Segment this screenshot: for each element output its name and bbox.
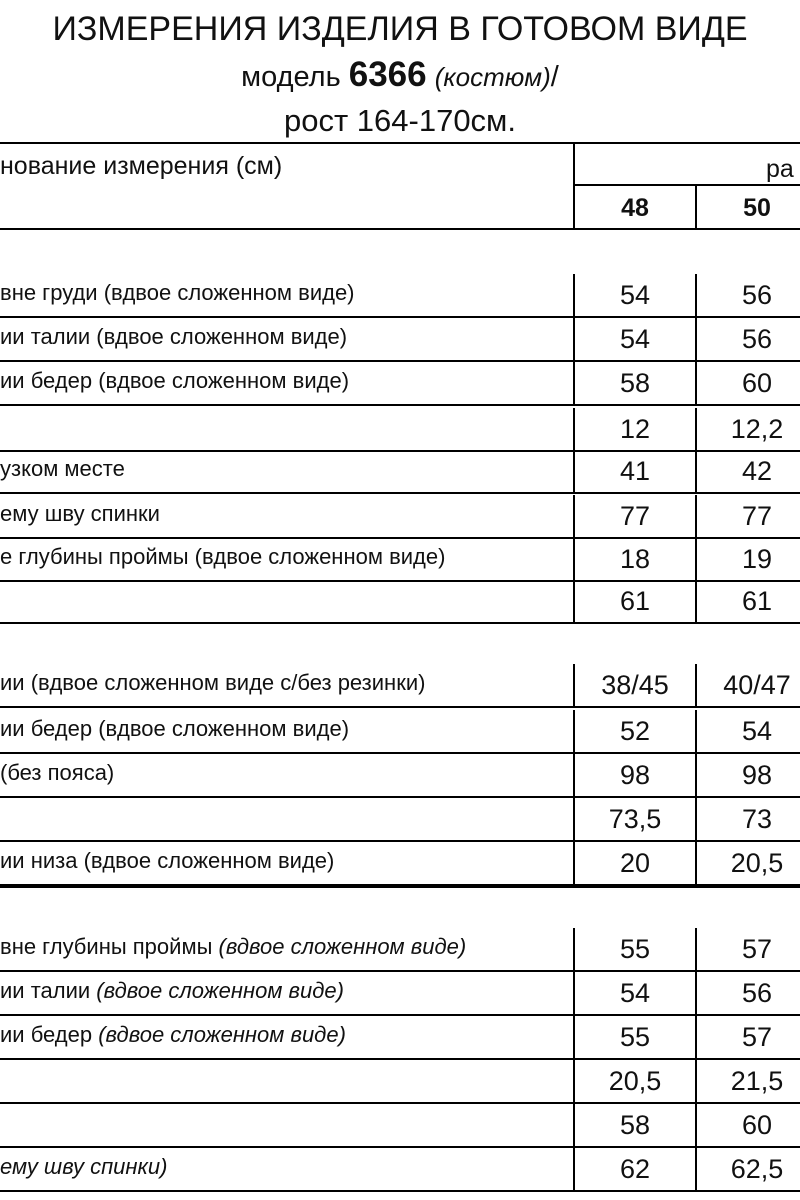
row-label — [0, 934, 466, 960]
table-grid-line — [695, 710, 697, 752]
value-size-50: 19 — [741, 544, 773, 574]
value-size-48: 18 — [619, 544, 651, 574]
value-size-48: 62 — [619, 1154, 651, 1184]
table-grid-line — [695, 1104, 697, 1146]
row-label-text: ии бедер (вдвое сложенном виде) — [0, 368, 350, 393]
table-grid-line — [695, 538, 697, 580]
model-kind: (костюм) — [434, 62, 551, 92]
row-label-text: ии бедер (вдвое сложенном виде) — [0, 716, 350, 741]
table-grid-line — [695, 184, 697, 228]
table-row — [0, 408, 800, 450]
sheet-title: ИЗМЕРЕНИЯ ИЗДЕЛИЯ В ГОТОВОМ ВИДЕ — [52, 10, 748, 48]
row-label — [0, 716, 349, 742]
table-grid-line — [695, 664, 697, 706]
value-size-48: 12 — [619, 414, 651, 444]
table-row — [0, 450, 800, 492]
table-grid-line — [0, 1190, 800, 1192]
table-grid-line — [573, 450, 575, 492]
table-row — [0, 842, 800, 884]
value-size-48: 55 — [619, 1022, 651, 1052]
value-size-48: 20 — [619, 848, 651, 878]
table-grid-line — [695, 1148, 697, 1190]
row-label — [0, 544, 445, 570]
value-size-48: 52 — [619, 716, 651, 746]
table-grid-line — [573, 1016, 575, 1058]
row-label — [0, 670, 425, 696]
value-size-50: 60 — [741, 1110, 773, 1140]
value-size-48: 61 — [619, 586, 651, 616]
value-size-50: 62,5 — [730, 1154, 784, 1184]
table-grid-line — [573, 408, 575, 450]
row-label — [0, 368, 349, 394]
row-label — [0, 760, 114, 786]
row-label-text: ему шву спинки — [0, 501, 160, 526]
row-label-text: ии талии (вдвое сложенном виде) — [0, 324, 348, 349]
table-row — [0, 972, 800, 1014]
table-grid-line — [573, 495, 575, 537]
size-header-48: 48 — [621, 194, 649, 222]
value-size-50: 40/47 — [723, 670, 791, 700]
value-size-50: 98 — [741, 760, 773, 790]
table-grid-line — [573, 972, 575, 1014]
table-grid-line — [0, 492, 800, 494]
table-row — [0, 274, 800, 316]
value-size-50: 20,5 — [730, 848, 784, 878]
value-size-48: 55 — [619, 934, 651, 964]
table-row — [0, 928, 800, 970]
table-grid-line — [573, 580, 575, 622]
row-label-text: е глубины проймы (вдвое сложенном виде) — [0, 544, 446, 569]
table-grid-line — [695, 1060, 697, 1102]
table-grid-line — [573, 928, 575, 970]
row-label-note: (вдвое сложенном виде) — [96, 978, 344, 1003]
table-grid-line — [695, 274, 697, 316]
table-grid-line — [573, 798, 575, 840]
table-grid-line — [695, 580, 697, 622]
value-size-48: 77 — [619, 501, 651, 531]
value-size-48: 54 — [619, 280, 651, 310]
table-grid-line — [0, 228, 800, 230]
row-label-note: ему шву спинки) — [0, 1154, 168, 1179]
label-column-header: нование измерения (см) — [0, 152, 283, 180]
row-label — [0, 324, 347, 350]
value-size-48: 54 — [619, 324, 651, 354]
table-row — [0, 538, 800, 580]
table-grid-line — [573, 1060, 575, 1102]
model-slash: / — [550, 61, 559, 93]
value-size-48: 38/45 — [601, 670, 669, 700]
table-grid-line — [573, 710, 575, 752]
value-size-50: 42 — [741, 456, 773, 486]
model-prefix: модель — [241, 61, 341, 93]
table-grid-line — [573, 754, 575, 796]
row-label — [0, 848, 334, 874]
table-grid-line — [0, 142, 800, 144]
table-row — [0, 362, 800, 404]
value-size-50: 73 — [741, 804, 773, 834]
row-label-text: ии бедер — [0, 1022, 99, 1047]
row-label-text: вне груди (вдвое сложенном виде) — [0, 280, 355, 305]
table-grid-line — [695, 1016, 697, 1058]
table-grid-line — [573, 318, 575, 360]
table-grid-line — [573, 362, 575, 404]
row-label-text: ии низа (вдвое сложенном виде) — [0, 848, 335, 873]
value-size-48: 54 — [619, 978, 651, 1008]
model-line — [0, 55, 800, 95]
table-grid-line — [0, 706, 800, 708]
table-grid-line — [573, 1104, 575, 1146]
table-row — [0, 1060, 800, 1102]
table-grid-line — [695, 754, 697, 796]
value-size-48: 58 — [619, 368, 651, 398]
value-size-48: 41 — [619, 456, 651, 486]
table-grid-line — [573, 142, 575, 228]
table-grid-line — [695, 972, 697, 1014]
value-size-50: 21,5 — [730, 1066, 784, 1096]
table-row — [0, 754, 800, 796]
row-label — [0, 280, 355, 306]
value-size-50: 61 — [741, 586, 773, 616]
size-column-header: ра — [766, 155, 794, 183]
value-size-48: 73,5 — [608, 804, 662, 834]
row-label-note: (вдвое сложенном виде) — [218, 934, 467, 959]
table-row — [0, 1104, 800, 1146]
table-grid-line — [695, 842, 697, 884]
table-grid-line — [573, 538, 575, 580]
table-grid-line — [695, 318, 697, 360]
table-row — [0, 1016, 800, 1058]
table-grid-line — [695, 798, 697, 840]
value-size-50: 56 — [741, 280, 773, 310]
table-row — [0, 710, 800, 752]
table-grid-line — [573, 184, 800, 186]
size-header-50: 50 — [743, 194, 771, 222]
table-grid-line — [695, 450, 697, 492]
table-row — [0, 1148, 800, 1190]
table-grid-line — [0, 404, 800, 406]
value-size-48: 58 — [619, 1110, 651, 1140]
table-grid-line — [0, 622, 800, 624]
value-size-50: 54 — [741, 716, 773, 746]
value-size-50: 60 — [741, 368, 773, 398]
table-grid-line — [0, 884, 800, 886]
value-size-50: 57 — [741, 1022, 773, 1052]
row-label-text: узком месте — [0, 456, 125, 481]
row-label-text: (без пояса) — [0, 760, 115, 785]
table-grid-line — [573, 274, 575, 316]
row-label — [0, 1022, 346, 1048]
value-size-50: 56 — [741, 324, 773, 354]
table-grid-line — [695, 928, 697, 970]
value-size-50: 12,2 — [730, 414, 784, 444]
table-grid-line — [0, 886, 800, 888]
table-row — [0, 580, 800, 622]
table-row — [0, 318, 800, 360]
table-row — [0, 495, 800, 537]
table-grid-line — [573, 664, 575, 706]
table-grid-line — [695, 408, 697, 450]
row-label-text: вне глубины проймы — [0, 934, 219, 959]
value-size-50: 57 — [741, 934, 773, 964]
value-size-48: 20,5 — [608, 1066, 662, 1096]
row-label — [0, 501, 160, 527]
table-grid-line — [695, 362, 697, 404]
table-row — [0, 798, 800, 840]
table-grid-line — [573, 1148, 575, 1190]
row-label-text: ии талии — [0, 978, 97, 1003]
row-label-note: (вдвое сложенном виде) — [98, 1022, 346, 1047]
value-size-48: 98 — [619, 760, 651, 790]
table-grid-line — [695, 495, 697, 537]
model-number: 6366 — [348, 55, 427, 94]
row-label — [0, 1154, 167, 1180]
height-line: рост 164-170см. — [284, 103, 516, 138]
value-size-50: 56 — [741, 978, 773, 1008]
row-label — [0, 456, 125, 482]
table-row — [0, 664, 800, 706]
table-grid-line — [573, 842, 575, 884]
row-label — [0, 978, 344, 1004]
row-label-text: ии (вдвое сложенном виде с/без резинки) — [0, 670, 426, 695]
value-size-50: 77 — [741, 501, 773, 531]
